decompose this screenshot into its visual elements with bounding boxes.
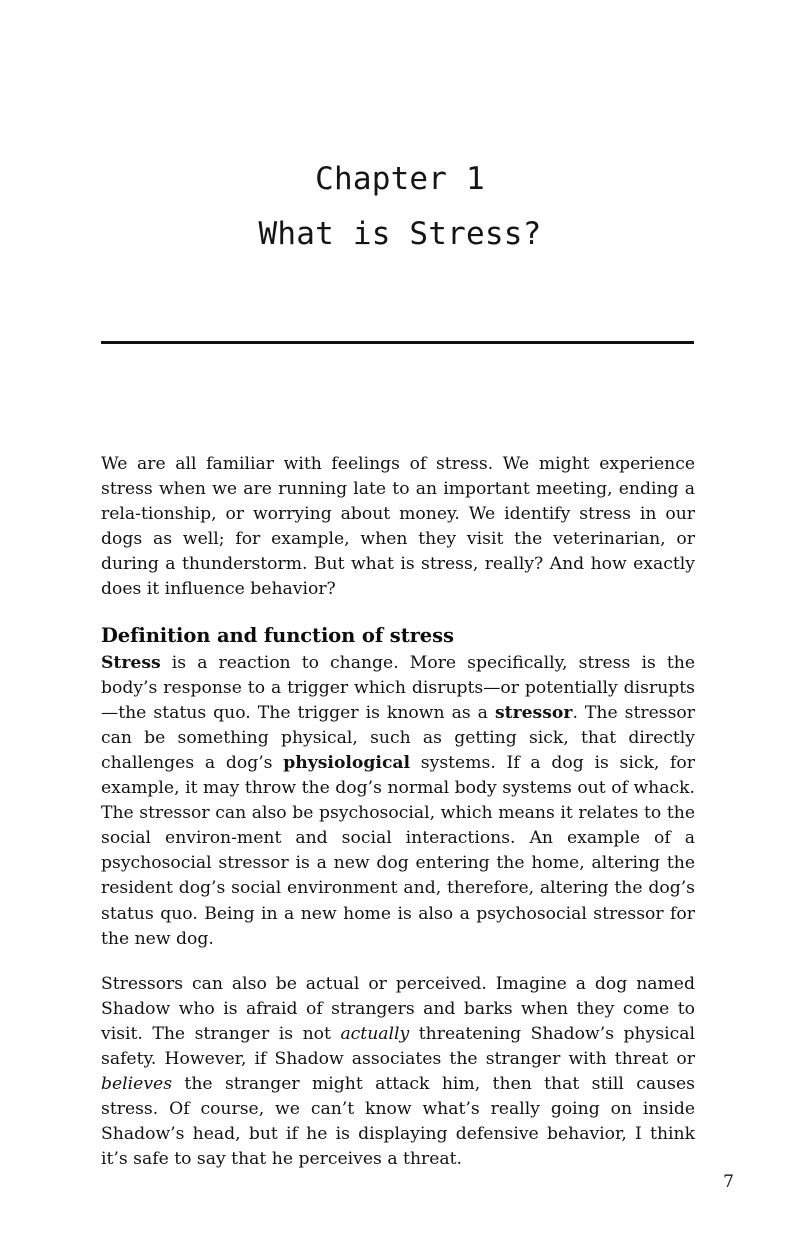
paragraph-definition	[101, 651, 695, 952]
paragraph-intro: We are all familiar with feelings of stress. We might experience stress when we are running late to an important meeting, ending a rela‐tionship, or worrying about money. We identify stress in our dogs as well; for example, when they visit the veterinarian, or during a thunderstorm. But what is stress, really? And how exactly does it influence behavior?	[101, 454, 695, 600]
paragraph-definition-text-3: systems. If a dog is sick, for example, it may throw the dog’s normal body systems out of whack. The stressor can also be psychosocial, which means it relates to the social environ‐ment and social interactions. An example of a psychosocial stressor is a new dog entering the home, altering the resident dog’s social environment and, therefore, altering the dog’s status quo. Being in a new home is also a psychosocial stressor for the new dog.	[101, 752, 695, 949]
emphasis-actually: actually	[340, 1023, 410, 1044]
chapter-title-block	[0, 152, 800, 262]
paragraph-perceived-text-2: threatening Shadow’s physical safety. However, if Shadow associates the stranger with threat or	[101, 1023, 696, 1069]
paragraph-perceived-stressors	[101, 972, 695, 1173]
paragraph-definition-text-1: is a reaction to change. More specifically, stress is the body’s response to a trigger which disrupts—or potentially disrupts—the status quo. The trigger is known as a	[101, 652, 695, 723]
body-text-column	[101, 452, 695, 1172]
section-heading-definition: Definition and function of stress	[101, 623, 454, 647]
term-physiological: physiological	[283, 752, 411, 773]
page-number: 7	[723, 1172, 734, 1192]
title-divider-rule	[101, 341, 694, 344]
term-stressor: stressor	[494, 702, 573, 723]
paragraph-perceived-text-3: the stranger might attack him, then that still causes stress. Of course, we can’t know what’s really going on inside Shadow’s head, but if he is displaying defensive behavior, I think it’s safe to say that he perceives a threat.	[101, 1074, 695, 1170]
paragraph-perceived-text-1: Stressors can also be actual or perceived. Imagine a dog named Shadow who is afraid of strangers and barks when they come to visit. The stranger is not	[101, 973, 695, 1044]
chapter-number-label: Chapter 1	[315, 161, 485, 197]
term-stress: Stress	[101, 652, 161, 673]
emphasis-believes: believes	[101, 1074, 173, 1095]
chapter-title-label: What is Stress?	[258, 216, 542, 252]
paragraph-definition-text-2: . The stressor can be something physical, such as getting sick, that directly challenges a dog’s	[101, 702, 695, 773]
